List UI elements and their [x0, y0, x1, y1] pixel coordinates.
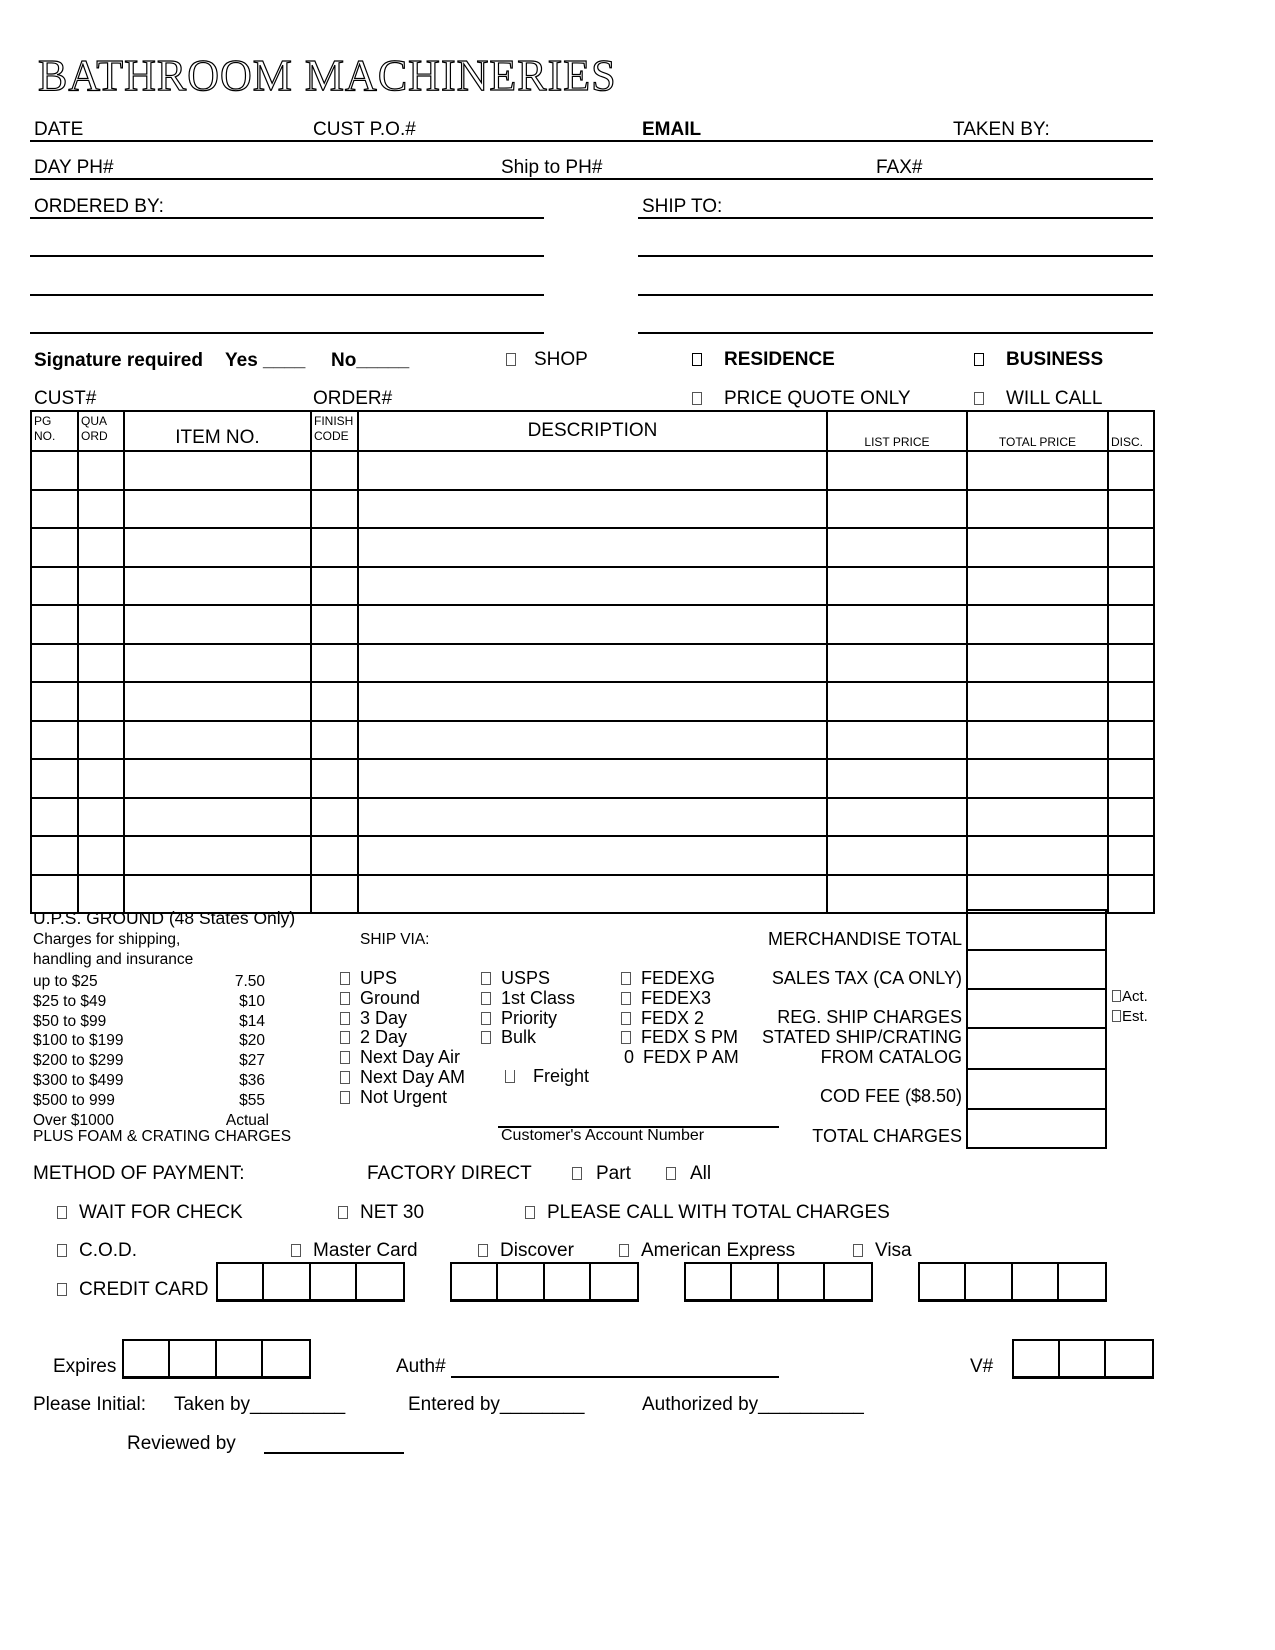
- wait-for-check-option[interactable]: WAIT FOR CHECK: [57, 1202, 243, 1224]
- ordered-by-line-1[interactable]: [30, 217, 544, 219]
- cell-finish-code[interactable]: [311, 759, 358, 798]
- cell-disc[interactable]: [1108, 528, 1154, 567]
- v-number-label: V#: [970, 1356, 994, 1377]
- card-number-group-1[interactable]: [216, 1262, 405, 1302]
- checkbox-icon[interactable]: [340, 992, 350, 1005]
- checkbox-icon[interactable]: [974, 353, 984, 366]
- checkbox-icon[interactable]: [621, 1012, 631, 1025]
- shop-option[interactable]: SHOP: [506, 349, 588, 371]
- cell-disc[interactable]: [1108, 644, 1154, 683]
- cell-total-price[interactable]: [967, 644, 1108, 683]
- cell-description[interactable]: [358, 875, 827, 914]
- cell-finish-code[interactable]: [311, 567, 358, 606]
- checkbox-icon[interactable]: [525, 1206, 535, 1219]
- day-phone-label: DAY PH#: [34, 157, 114, 178]
- ups-ground-title: U.P.S. GROUND (48 States Only): [33, 908, 296, 928]
- card-number-group-2[interactable]: [450, 1262, 639, 1302]
- cell-total-price[interactable]: [967, 451, 1108, 490]
- cell-disc[interactable]: [1108, 682, 1154, 721]
- table-row: [31, 682, 1154, 721]
- cell-description[interactable]: [358, 605, 827, 644]
- cell-item-no[interactable]: [124, 644, 311, 683]
- ship-to-line-4[interactable]: [638, 332, 1153, 334]
- cell-disc[interactable]: [1108, 721, 1154, 760]
- expires-label: Expires: [53, 1356, 117, 1377]
- cell-qua-ord[interactable]: [78, 605, 124, 644]
- net-30-option[interactable]: NET 30: [338, 1202, 424, 1224]
- reg-ship-charges-field[interactable]: [966, 988, 1107, 1029]
- rate-row: [33, 1012, 265, 1032]
- table-header-row: [31, 411, 1154, 451]
- checkbox-icon[interactable]: [505, 1070, 515, 1083]
- cell-disc[interactable]: [1108, 605, 1154, 644]
- checkbox-icon[interactable]: [853, 1244, 863, 1257]
- rate-charge: $55: [239, 1091, 265, 1109]
- cell-finish-code[interactable]: [311, 605, 358, 644]
- cell-disc[interactable]: [1108, 759, 1154, 798]
- checkbox-icon[interactable]: [481, 1031, 491, 1044]
- usps-option[interactable]: Priority: [481, 1009, 575, 1029]
- signature-no-field[interactable]: No_____: [331, 350, 410, 371]
- cell-pg-no[interactable]: [31, 644, 78, 683]
- cell-disc[interactable]: [1108, 836, 1154, 875]
- cell-finish-code[interactable]: [311, 644, 358, 683]
- rates-subtitle-1: Charges for shipping,: [33, 931, 181, 948]
- cell-qua-ord[interactable]: [78, 721, 124, 760]
- reviewed-by-label: Reviewed by: [127, 1433, 236, 1454]
- company-title: BATHROOM MACHINERIES: [38, 51, 617, 100]
- cell-total-price[interactable]: [967, 798, 1108, 837]
- ups-option[interactable]: Not Urgent: [340, 1088, 465, 1108]
- entered-by-initial-field[interactable]: Entered by________: [408, 1394, 585, 1415]
- cell-total-price[interactable]: [967, 605, 1108, 644]
- cell-list-price[interactable]: [827, 875, 967, 914]
- cell-total-price[interactable]: [967, 836, 1108, 875]
- order-number-label: ORDER#: [313, 388, 393, 409]
- checkbox-icon[interactable]: [57, 1283, 67, 1296]
- table-row: [31, 528, 1154, 567]
- checkbox-icon[interactable]: [572, 1167, 582, 1180]
- cell-pg-no[interactable]: [31, 451, 78, 490]
- fedex-options: [621, 969, 738, 1048]
- cell-disc[interactable]: [1108, 798, 1154, 837]
- cell-finish-code[interactable]: [311, 682, 358, 721]
- please-initial-label: Please Initial:: [33, 1394, 147, 1415]
- cell-list-price[interactable]: [827, 682, 967, 721]
- cell-item-no[interactable]: [124, 721, 311, 760]
- usps-options: [481, 969, 575, 1048]
- cell-list-price[interactable]: [827, 528, 967, 567]
- col-header-qua-ord: QUA ORD: [78, 411, 124, 451]
- signature-yes-field[interactable]: Yes ____: [225, 350, 306, 371]
- reviewed-by-line[interactable]: [264, 1452, 404, 1454]
- reg-ship-charges-label: REG. SHIP CHARGES: [777, 1007, 962, 1027]
- cell-pg-no[interactable]: [31, 798, 78, 837]
- cell-description[interactable]: [358, 721, 827, 760]
- checkbox-icon[interactable]: [340, 972, 350, 985]
- checkbox-icon[interactable]: [481, 1012, 491, 1025]
- cell-item-no[interactable]: [124, 451, 311, 490]
- cell-pg-no[interactable]: [31, 682, 78, 721]
- rate-row: [33, 1031, 265, 1051]
- factory-direct-label: FACTORY DIRECT: [367, 1163, 532, 1184]
- sales-tax-field[interactable]: [966, 949, 1107, 990]
- ups-option[interactable]: 3 Day: [340, 1009, 465, 1029]
- table-row: [31, 490, 1154, 529]
- cell-list-price[interactable]: [827, 759, 967, 798]
- cell-list-price[interactable]: [827, 451, 967, 490]
- checkbox-icon[interactable]: [338, 1206, 348, 1219]
- col-header-pg-no: PG NO.: [31, 411, 78, 451]
- sales-tax-label: SALES TAX (CA ONLY): [771, 968, 962, 988]
- auth-number-line[interactable]: [451, 1376, 779, 1378]
- fedex-option[interactable]: FEDX S PM: [621, 1028, 738, 1048]
- ship-to-line-3[interactable]: [638, 294, 1153, 296]
- cell-item-no[interactable]: [124, 605, 311, 644]
- checkbox-icon[interactable]: [340, 1051, 350, 1064]
- cell-finish-code[interactable]: [311, 875, 358, 914]
- cell-disc[interactable]: [1108, 451, 1154, 490]
- cell-total-price[interactable]: [967, 875, 1108, 914]
- col-header-finish-code: FINISH CODE: [311, 411, 358, 451]
- cell-item-no[interactable]: [124, 759, 311, 798]
- card-number-group-3[interactable]: [684, 1262, 873, 1302]
- rates-subtitle-2: handling and insurance: [33, 951, 194, 968]
- rate-range: $50 to $99: [33, 1012, 107, 1030]
- rate-charge: 7.50: [234, 973, 265, 990]
- rate-range: $500 to 999: [33, 1091, 115, 1109]
- rate-row: [33, 1071, 265, 1091]
- cell-list-price[interactable]: [827, 490, 967, 529]
- cell-finish-code[interactable]: [311, 836, 358, 875]
- ups-option[interactable]: 2 Day: [340, 1028, 465, 1048]
- table-row: [31, 721, 1154, 760]
- stated-ship-crating-field[interactable]: [966, 1027, 1107, 1070]
- total-charges-field[interactable]: [966, 1108, 1107, 1149]
- cell-list-price[interactable]: [827, 836, 967, 875]
- checkbox-icon[interactable]: [692, 392, 702, 405]
- ordered-by-line-3[interactable]: [30, 294, 544, 296]
- cell-description[interactable]: [358, 567, 827, 606]
- checkbox-icon[interactable]: [1112, 990, 1121, 1002]
- actual-option[interactable]: Act.: [1112, 988, 1148, 1005]
- cell-description[interactable]: [358, 528, 827, 567]
- ship-via-label: SHIP VIA:: [360, 931, 430, 948]
- cell-qua-ord[interactable]: [78, 490, 124, 529]
- cell-total-price[interactable]: [967, 759, 1108, 798]
- col-header-description: DESCRIPTION: [358, 411, 827, 451]
- checkbox-icon[interactable]: [340, 1091, 350, 1104]
- table-row: [31, 451, 1154, 490]
- rate-range: Over $1000: [33, 1111, 114, 1129]
- email-label: EMAIL: [642, 119, 702, 140]
- method-of-payment-label: METHOD OF PAYMENT:: [33, 1163, 245, 1184]
- cell-pg-no[interactable]: [31, 605, 78, 644]
- taken-by-initial-field[interactable]: Taken by_________: [174, 1394, 346, 1415]
- business-option[interactable]: BUSINESS: [974, 349, 1103, 371]
- cell-qua-ord[interactable]: [78, 451, 124, 490]
- cell-qua-ord[interactable]: [78, 644, 124, 683]
- cod-fee-field[interactable]: [966, 1068, 1107, 1110]
- rate-charge: $27: [239, 1052, 265, 1070]
- checkbox-icon[interactable]: [340, 1071, 350, 1084]
- cell-description[interactable]: [358, 451, 827, 490]
- cell-description[interactable]: [358, 682, 827, 721]
- cell-pg-no[interactable]: [31, 490, 78, 529]
- cell-item-no[interactable]: [124, 836, 311, 875]
- fedex-option[interactable]: FEDEX3: [621, 989, 738, 1009]
- shipping-rates-list: [33, 972, 269, 1130]
- checkbox-icon[interactable]: [692, 353, 702, 366]
- cell-pg-no[interactable]: [31, 721, 78, 760]
- checkbox-icon[interactable]: [478, 1244, 488, 1257]
- ups-option[interactable]: Next Day AM: [340, 1068, 465, 1088]
- cell-list-price[interactable]: [827, 644, 967, 683]
- rate-row: [33, 1051, 265, 1071]
- rate-range: $100 to $199: [33, 1032, 124, 1050]
- cell-qua-ord[interactable]: [78, 836, 124, 875]
- merchandise-total-field[interactable]: [966, 909, 1107, 951]
- cell-finish-code[interactable]: [311, 798, 358, 837]
- cod-option[interactable]: C.O.D.: [57, 1240, 137, 1262]
- fedex-option[interactable]: FEDEXG: [621, 969, 738, 989]
- card-number-group-4[interactable]: [918, 1262, 1107, 1302]
- authorized-by-initial-field[interactable]: Authorized by__________: [642, 1394, 864, 1415]
- cell-item-no[interactable]: [124, 567, 311, 606]
- rate-charge: $36: [239, 1071, 265, 1089]
- total-charges-label: TOTAL CHARGES: [812, 1126, 962, 1146]
- signature-required-label: Signature required: [34, 350, 203, 371]
- estimate-option[interactable]: Est.: [1112, 1008, 1148, 1025]
- ship-to-label: SHIP TO:: [642, 196, 723, 217]
- discover-option[interactable]: Discover: [478, 1240, 574, 1262]
- ship-to-phone-label: Ship to PH#: [501, 157, 603, 178]
- order-items-table: [30, 410, 1155, 914]
- row1-field-line[interactable]: [30, 140, 1153, 142]
- cell-pg-no[interactable]: [31, 528, 78, 567]
- fedex-option[interactable]: FEDX 2: [621, 1009, 738, 1029]
- rate-row: [33, 992, 265, 1012]
- cell-total-price[interactable]: [967, 567, 1108, 606]
- ordered-by-label: ORDERED BY:: [34, 196, 164, 217]
- cell-pg-no[interactable]: [31, 836, 78, 875]
- ups-option[interactable]: UPS: [340, 969, 465, 989]
- cell-finish-code[interactable]: [311, 490, 358, 529]
- cell-list-price[interactable]: [827, 605, 967, 644]
- row2-field-line[interactable]: [30, 178, 1153, 180]
- freight-option[interactable]: Freight: [505, 1067, 589, 1087]
- col-header-disc: DISC.: [1108, 411, 1154, 451]
- cell-pg-no[interactable]: [31, 567, 78, 606]
- cod-fee-label: COD FEE ($8.50): [819, 1086, 962, 1106]
- cell-disc[interactable]: [1108, 875, 1154, 914]
- cust-po-label: CUST P.O.#: [313, 119, 416, 140]
- table-row: [31, 759, 1154, 798]
- cell-pg-no[interactable]: [31, 759, 78, 798]
- usps-option[interactable]: Bulk: [481, 1028, 575, 1048]
- cell-total-price[interactable]: [967, 721, 1108, 760]
- table-row: [31, 605, 1154, 644]
- cell-item-no[interactable]: [124, 798, 311, 837]
- price-quote-only-option[interactable]: PRICE QUOTE ONLY: [692, 388, 911, 410]
- checkbox-icon[interactable]: [57, 1206, 67, 1219]
- cell-list-price[interactable]: [827, 567, 967, 606]
- cell-total-price[interactable]: [967, 490, 1108, 529]
- cell-item-no[interactable]: [124, 682, 311, 721]
- rate-range: up to $25: [33, 973, 98, 990]
- ups-options: [340, 969, 465, 1108]
- v-number-field[interactable]: [1012, 1339, 1154, 1379]
- checkbox-icon[interactable]: [621, 992, 631, 1005]
- ups-option[interactable]: Next Day Air: [340, 1048, 465, 1068]
- col-header-list-price: LIST PRICE: [827, 411, 967, 451]
- ship-to-line-1[interactable]: [638, 217, 1153, 219]
- fedex-p-am-option[interactable]: 0 FEDX P AM: [624, 1047, 739, 1067]
- residence-option[interactable]: RESIDENCE: [692, 349, 835, 371]
- checkbox-icon[interactable]: [291, 1244, 301, 1257]
- cell-item-no[interactable]: [124, 528, 311, 567]
- factory-direct-all-option[interactable]: All: [666, 1163, 711, 1185]
- ordered-by-line-4[interactable]: [30, 332, 544, 334]
- cell-total-price[interactable]: [967, 682, 1108, 721]
- checkbox-icon[interactable]: [666, 1167, 676, 1180]
- cell-qua-ord[interactable]: [78, 528, 124, 567]
- checkbox-icon[interactable]: [619, 1244, 629, 1257]
- checkbox-icon[interactable]: [974, 392, 984, 405]
- merchandise-total-label: MERCHANDISE TOTAL: [767, 929, 962, 949]
- table-row: [31, 798, 1154, 837]
- visa-option[interactable]: Visa: [853, 1240, 912, 1262]
- credit-card-option[interactable]: CREDIT CARD: [57, 1279, 209, 1301]
- cell-disc[interactable]: [1108, 567, 1154, 606]
- american-express-option[interactable]: American Express: [619, 1240, 795, 1262]
- cell-disc[interactable]: [1108, 490, 1154, 529]
- rate-charge: $10: [239, 992, 265, 1010]
- cell-finish-code[interactable]: [311, 451, 358, 490]
- fax-label: FAX#: [876, 157, 923, 178]
- cell-description[interactable]: [358, 759, 827, 798]
- ordered-by-line-2[interactable]: [30, 255, 544, 257]
- foam-crating-note: PLUS FOAM & CRATING CHARGES: [33, 1128, 292, 1145]
- checkbox-icon[interactable]: [57, 1244, 67, 1257]
- expires-field[interactable]: [122, 1339, 311, 1379]
- factory-direct-part-option[interactable]: Part: [572, 1163, 631, 1185]
- customer-account-number-label: Customer's Account Number: [501, 1127, 705, 1144]
- checkbox-icon[interactable]: [506, 353, 516, 366]
- cell-qua-ord[interactable]: [78, 567, 124, 606]
- cell-finish-code[interactable]: [311, 721, 358, 760]
- rate-row: [33, 972, 265, 992]
- cell-description[interactable]: [358, 798, 827, 837]
- checkbox-icon[interactable]: [340, 1031, 350, 1044]
- checkbox-icon[interactable]: [340, 1012, 350, 1025]
- table-row: [31, 644, 1154, 683]
- usps-option[interactable]: USPS: [481, 969, 575, 989]
- taken-by-label: TAKEN BY:: [953, 119, 1050, 140]
- checkbox-icon[interactable]: [481, 992, 491, 1005]
- cell-description[interactable]: [358, 644, 827, 683]
- checkbox-icon[interactable]: [1112, 1010, 1121, 1022]
- table-row: [31, 836, 1154, 875]
- rate-charge: $14: [239, 1012, 265, 1030]
- ship-to-line-2[interactable]: [638, 255, 1153, 257]
- cell-qua-ord[interactable]: [78, 798, 124, 837]
- auth-label: Auth#: [396, 1356, 446, 1377]
- stated-ship-crating-label: STATED SHIP/CRATING: [761, 1027, 962, 1047]
- date-label: DATE: [34, 119, 84, 140]
- ups-option[interactable]: Ground: [340, 989, 465, 1009]
- cell-qua-ord[interactable]: [78, 682, 124, 721]
- checkbox-icon[interactable]: [621, 972, 631, 985]
- cell-list-price[interactable]: [827, 798, 967, 837]
- rate-charge: $20: [239, 1032, 265, 1050]
- cell-qua-ord[interactable]: [78, 759, 124, 798]
- col-header-item-no: ITEM NO.: [124, 411, 311, 451]
- cell-description[interactable]: [358, 836, 827, 875]
- checkbox-icon[interactable]: [481, 972, 491, 985]
- cell-finish-code[interactable]: [311, 528, 358, 567]
- col-header-total-price: TOTAL PRICE: [967, 411, 1108, 451]
- rate-range: $300 to $499: [33, 1071, 124, 1089]
- rate-range: $25 to $49: [33, 992, 107, 1010]
- cell-list-price[interactable]: [827, 721, 967, 760]
- rate-range: $200 to $299: [33, 1052, 124, 1070]
- will-call-option[interactable]: WILL CALL: [974, 388, 1102, 410]
- cell-total-price[interactable]: [967, 528, 1108, 567]
- cell-description[interactable]: [358, 490, 827, 529]
- usps-option[interactable]: 1st Class: [481, 989, 575, 1009]
- cust-number-label: CUST#: [34, 388, 97, 409]
- master-card-option[interactable]: Master Card: [291, 1240, 418, 1262]
- rate-charge: Actual: [225, 1111, 269, 1129]
- table-row: [31, 567, 1154, 606]
- from-catalog-label: FROM CATALOG: [820, 1047, 962, 1067]
- rate-row: [33, 1091, 265, 1111]
- please-call-option[interactable]: PLEASE CALL WITH TOTAL CHARGES: [525, 1202, 890, 1224]
- cell-item-no[interactable]: [124, 490, 311, 529]
- checkbox-icon[interactable]: [621, 1031, 631, 1044]
